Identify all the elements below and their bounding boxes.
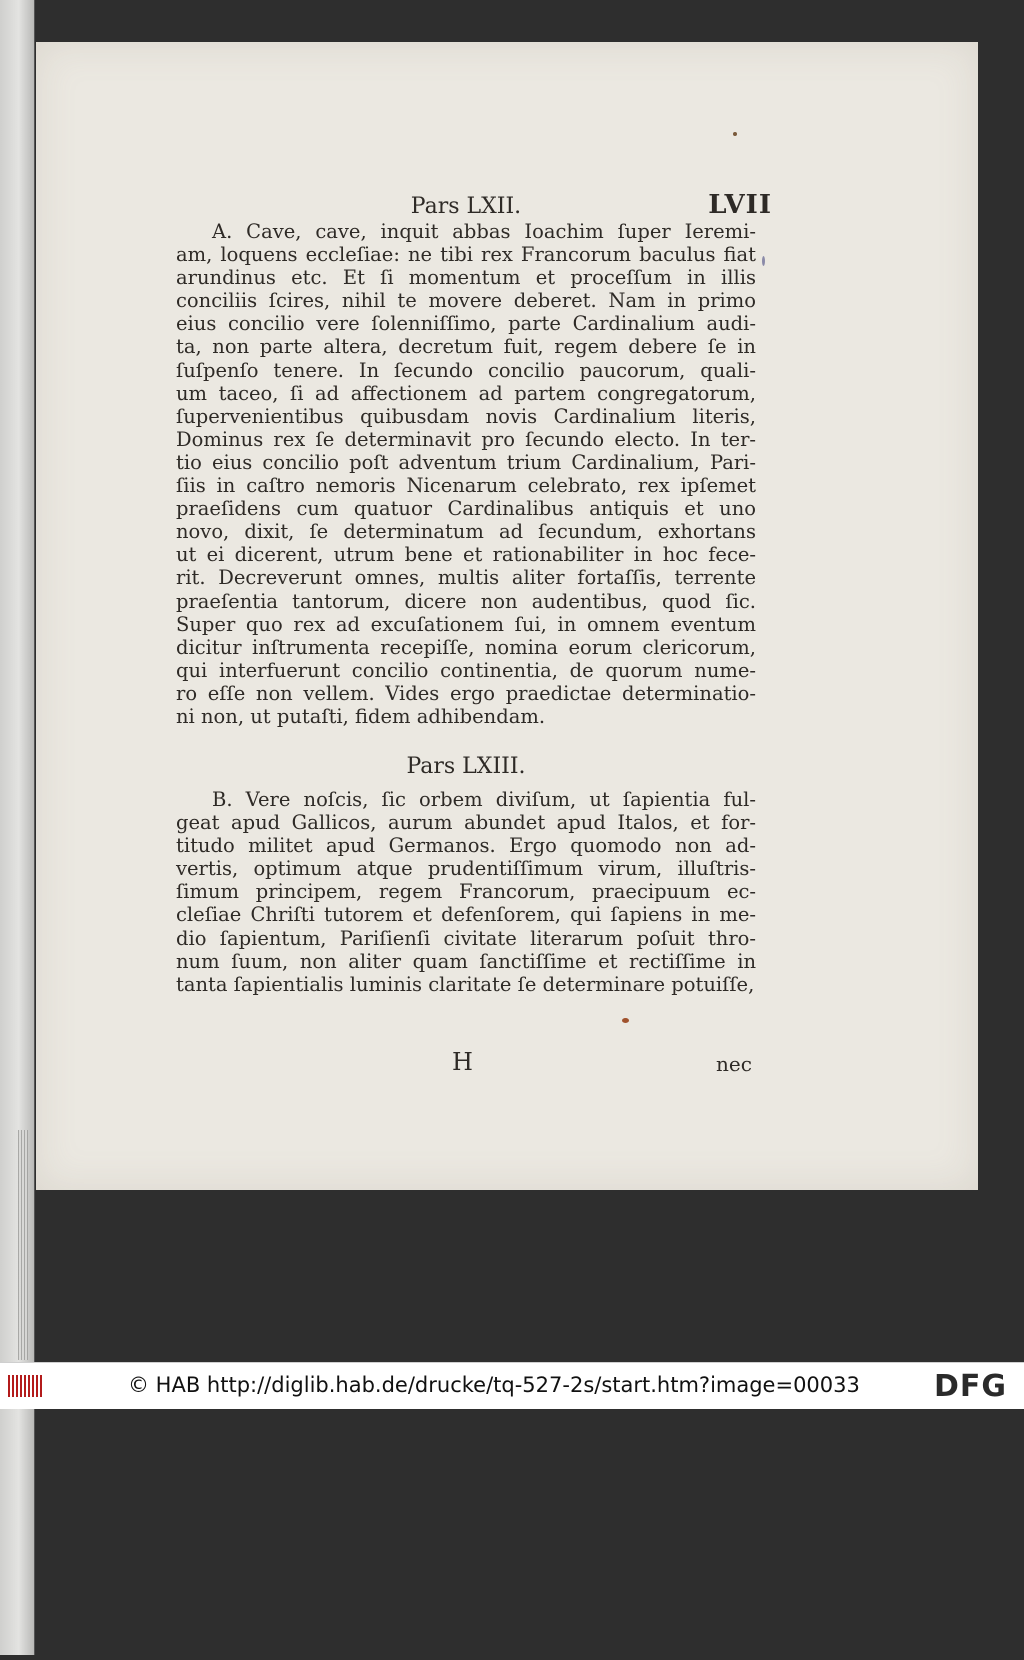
- text-line: am, loquens eccleſiae: ne tibi rex Francorum baculus fiat: [176, 243, 756, 267]
- text-line: arundinus etc. Et ſi momentum et proceſſum in illis: [176, 266, 756, 290]
- paper-speck: [622, 1018, 629, 1023]
- dfg-logo: DFG: [934, 1369, 1008, 1404]
- paper-speck: [762, 256, 765, 266]
- text-line: eius concilio vere ſolenniſſimo, parte Cardinalium audi-: [176, 312, 756, 336]
- section-lxii-text: [176, 220, 756, 728]
- text-line: qui interfuerunt concilio continentia, de quorum nume-: [176, 658, 756, 682]
- signature-mark: H: [452, 1048, 473, 1076]
- text-line: ni non, ut putaſti, fidem adhibendam.: [176, 704, 546, 728]
- text-line: vertis, optimum atque prudentiſſimum virum, illuſtris-: [176, 857, 756, 881]
- copyright-link[interactable]: © HAB http://diglib.hab.de/drucke/tq-527-2s/start.htm?image=00033: [128, 1373, 860, 1397]
- paper-speck: [733, 132, 737, 136]
- text-line: Super quo rex ad excuſationem ſui, in omnem eventum: [176, 612, 756, 636]
- text-line: num ſuum, non aliter quam ſanctiſſime et rectiſſime in: [176, 949, 756, 973]
- footer-bar: [0, 1362, 1024, 1409]
- text-line: geat apud Gallicos, aurum abundet apud Italos, et for-: [176, 811, 756, 835]
- text-line: ut ei dicerent, utrum bene et rationabiliter in hoc fece-: [176, 543, 756, 567]
- text-line: um taceo, ſi ad affectionem ad partem congregatorum,: [176, 381, 756, 405]
- folio-number: LVII: [708, 190, 772, 220]
- text-line: novo, dixit, ſe determinatum ad ſecundum, exhortans: [176, 520, 756, 544]
- text-line: ta, non parte altera, decretum fuit, regem debere ſe in: [176, 335, 756, 359]
- text-line: conciliis ſcires, nihil te movere deberet. Nam in primo: [176, 289, 756, 313]
- text-line: B. Vere noſcis, ſic orbem diviſum, ut ſapientia ful-: [212, 788, 756, 811]
- hab-logo-icon: [8, 1375, 48, 1397]
- text-line: dio ſapientum, Pariſienſi civitate literarum poſuit thro-: [176, 926, 756, 950]
- text-line: tanta ſapientialis luminis claritate ſe determinare potuiſſe,: [176, 972, 755, 996]
- text-line: cleſiae Chriſti tutorem et defenſorem, qui ſapiens in me-: [176, 903, 756, 927]
- text-line: A. Cave, cave, inquit abbas Ioachim ſuper Ieremi-: [212, 220, 756, 243]
- text-line: tio eius concilio poſt adventum trium Cardinalium, Pari-: [176, 450, 756, 474]
- text-line: praeſentia tantorum, dicere non audentibus, quod ſic.: [176, 589, 756, 613]
- text-line: ſimum principem, regem Francorum, praecipuum ec-: [176, 880, 756, 904]
- text-line: dicitur inſtrumenta recepiſſe, nomina eorum clericorum,: [176, 635, 756, 659]
- page-stack-edge: [18, 1130, 28, 1360]
- text-line: ſiis in caſtro nemoris Nicenarum celebrato, rex ipſemet: [176, 474, 756, 498]
- text-line: ro eſſe non vellem. Vides ergo praedictae determinatio-: [176, 681, 756, 705]
- text-line: ſuſpenſo tenere. In ſecundo concilio paucorum, quali-: [176, 358, 756, 382]
- section-lxiii-text: [176, 788, 756, 996]
- text-line: ſupervenientibus quibusdam novis Cardinalium literis,: [176, 404, 756, 428]
- scanned-page: [36, 42, 978, 1190]
- text-line: Dominus rex ſe determinavit pro ſecundo electo. In ter-: [176, 427, 756, 451]
- text-line: praeſidens cum quatuor Cardinalibus antiquis et uno: [176, 497, 756, 521]
- section-heading-lxiii: Pars LXIII.: [406, 754, 526, 779]
- text-line: rit. Decreverunt omnes, multis aliter fortaſſis, terrente: [176, 566, 756, 590]
- text-line: titudo militet apud Germanos. Ergo quomodo non ad-: [176, 834, 756, 858]
- section-heading-lxii: Pars LXII.: [410, 194, 522, 219]
- catchword: nec: [716, 1052, 752, 1076]
